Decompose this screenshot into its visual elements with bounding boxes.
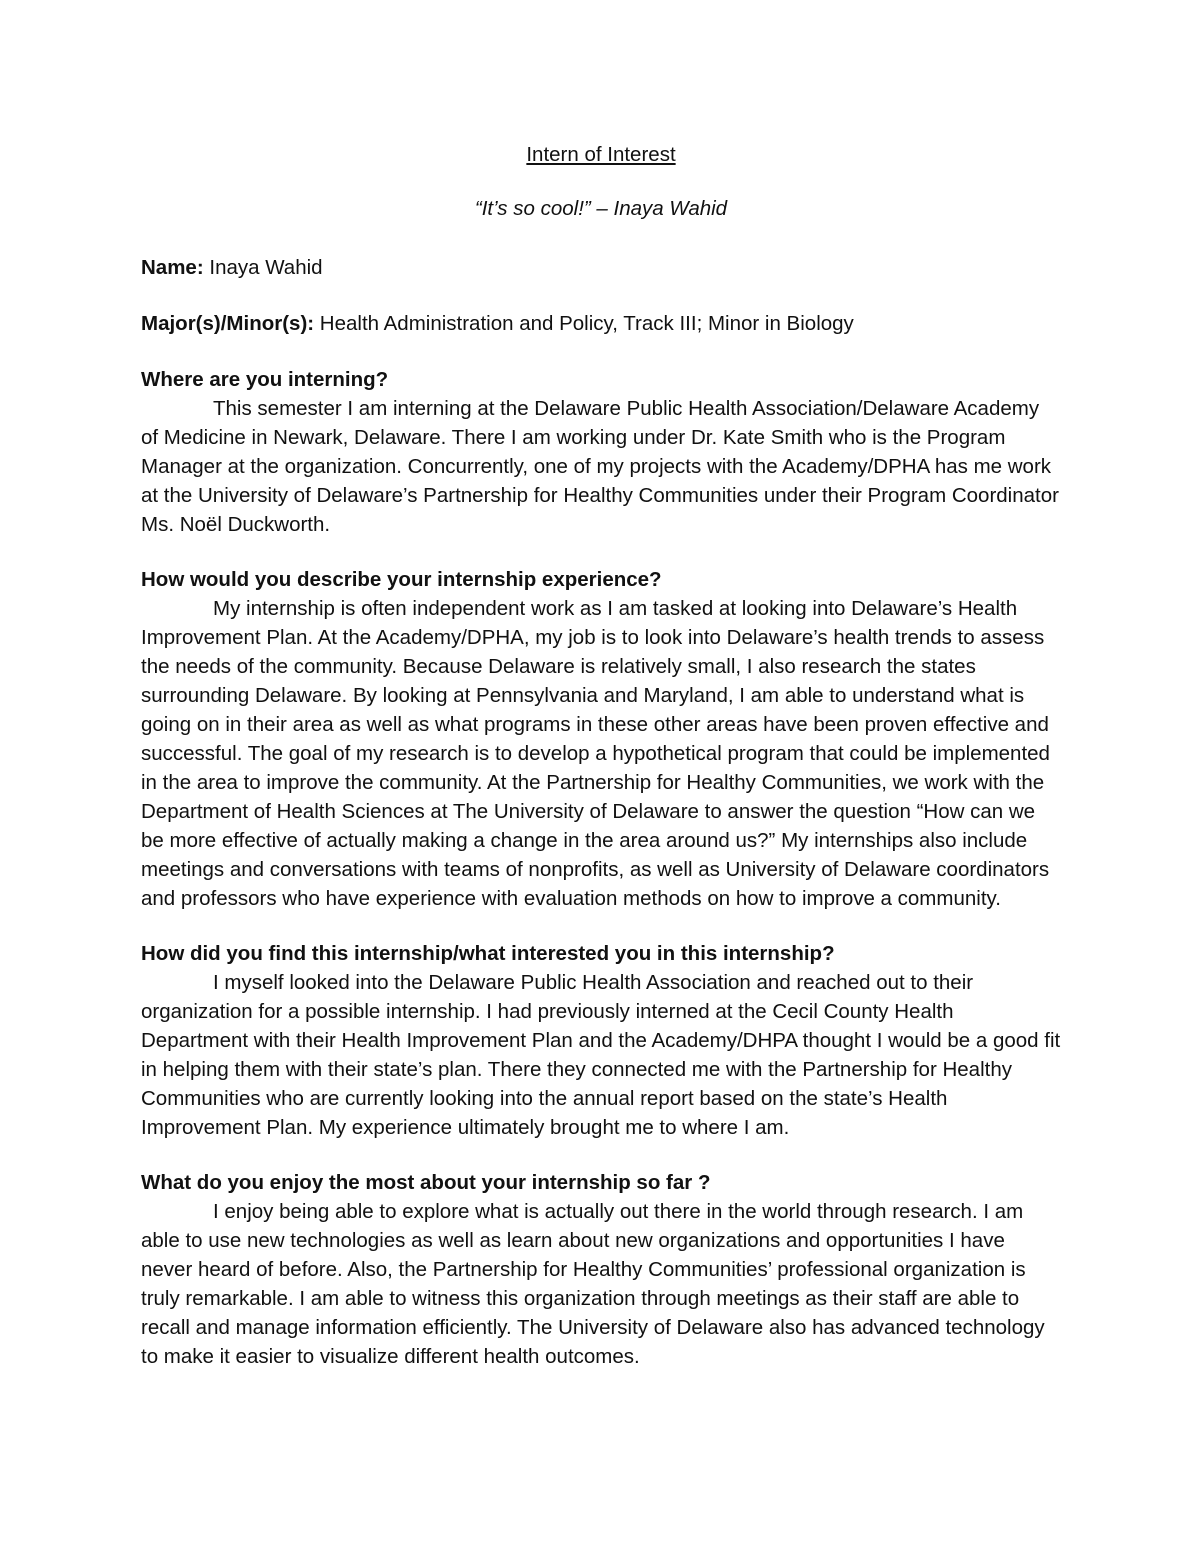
name-field	[141, 253, 1061, 282]
section-where-interning	[141, 365, 1061, 539]
major-minor-field	[141, 309, 1061, 338]
major-minor-label: Major(s)/Minor(s):	[141, 312, 315, 335]
answer-paragraph: I enjoy being able to explore what is actually out there in the world through research. I am able to use new technologies as well as learn about new organizations and opportunities I have never heard of before. Also, the Partnership for Healthy Communities’ professional organization is truly remarkable. I am able to witness this organization through meetings as their staff are able to recall and manage information efficiently. The University of Delaware also has advanced technology to make it easier to visualize different health outcomes.	[141, 1200, 1045, 1368]
intern-quote: “It’s so cool!” – Inaya Wahid	[474, 197, 728, 220]
question-heading: What do you enjoy the most about your internship so far ?	[141, 1171, 711, 1194]
question-heading: How did you find this internship/what interested you in this internship?	[141, 942, 835, 965]
question-heading: How would you describe your internship experience?	[141, 568, 662, 591]
name-value: Inaya Wahid	[203, 256, 323, 279]
question-heading: Where are you interning?	[141, 368, 389, 391]
section-internship-experience	[141, 565, 1061, 913]
name-label: Name:	[141, 256, 204, 279]
answer-paragraph: This semester I am interning at the Delaware Public Health Association/Delaware Academy of Medicine in Newark, Delaware. There I am working under Dr. Kate Smith who is the Program Manager at the organization. Concurrently, one of my projects with the Academy/DPHA has me work at the University of Delaware’s Partnership for Healthy Communities under their Program Coordinator Ms. Noël Duckworth.	[141, 397, 1059, 536]
document-page	[141, 140, 1061, 1397]
answer-paragraph: I myself looked into the Delaware Public Health Association and reached out to their organization for a possible internship. I had previously interned at the Cecil County Health Department with their Health Improvement Plan and the Academy/DHPA thought I would be a good fit in helping them with their state’s plan. There they connected me with the Partnership for Healthy Communities who are currently looking into the annual report based on the state’s Health Improvement Plan. My experience ultimately brought me to where I am.	[141, 971, 1061, 1139]
answer-paragraph: My internship is often independent work as I am tasked at looking into Delaware’s Health Improvement Plan. At the Academy/DPHA, my job is to look into Delaware’s health trends to assess the needs of the community. Because Delaware is relatively small, I also research the states surrounding Delaware. By looking at Pennsylvania and Maryland, I am able to understand what is going on in their area as well as what programs in these other areas have been proven effective and successful. The goal of my research is to develop a hypothetical program that could be implemented in the area to improve the community. At the Partnership for Healthy Communities, we work with the Department of Health Sciences at The University of Delaware to answer the question “How can we be more effective of actually making a change in the area around us?” My internships also include meetings and conversations with teams of nonprofits, as well as University of Delaware coordinators and professors who have experience with evaluation methods on how to improve a community.	[141, 597, 1050, 910]
major-minor-value: Health Administration and Policy, Track III; Minor in Biology	[314, 312, 854, 335]
section-enjoy-most	[141, 1168, 1061, 1371]
document-title: Intern of Interest	[526, 143, 676, 166]
section-finding-internship	[141, 939, 1061, 1142]
